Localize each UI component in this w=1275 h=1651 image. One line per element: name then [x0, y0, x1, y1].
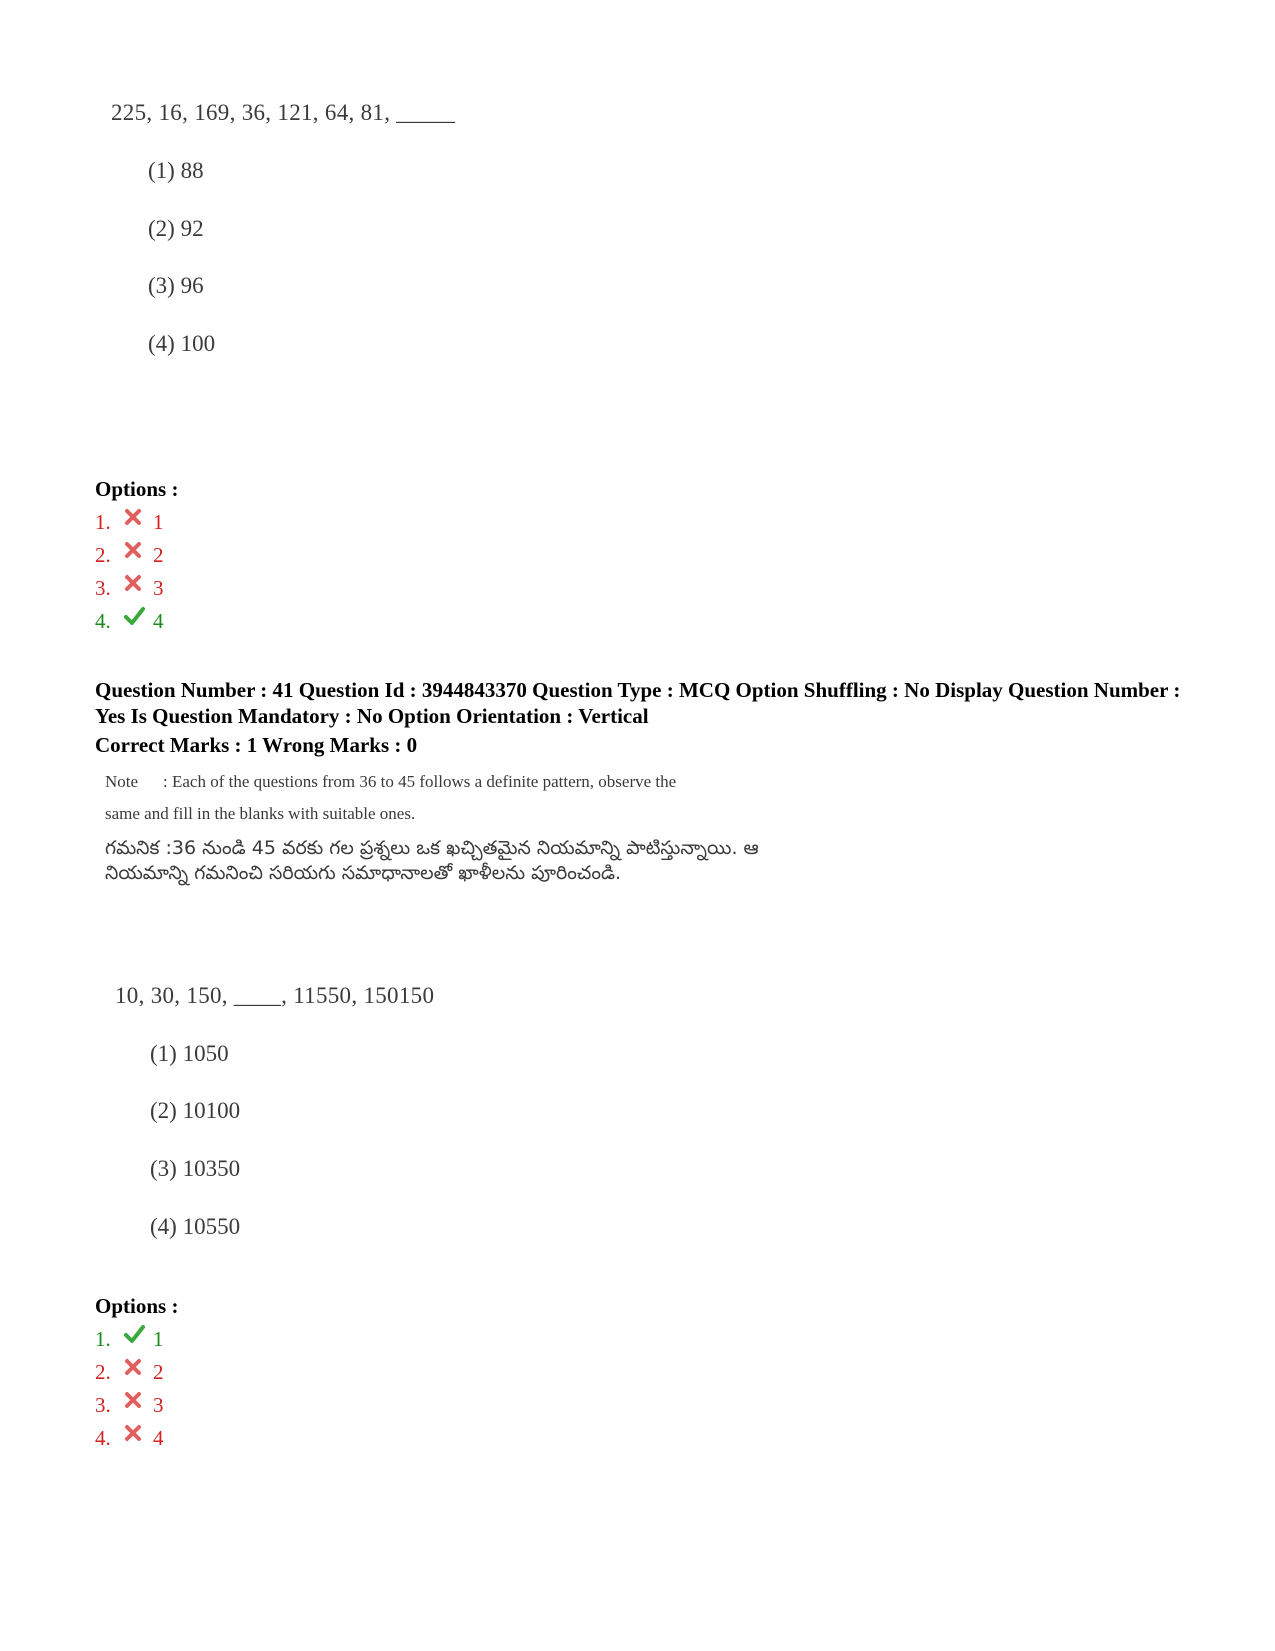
question-41-option-4	[95, 1426, 164, 1451]
question-41-option-2	[95, 1360, 164, 1385]
option-value: 1	[153, 1327, 164, 1351]
option-number: 4.	[95, 1426, 111, 1450]
option-value: 4	[153, 1426, 164, 1450]
question-40-option-2	[95, 543, 164, 568]
question-41-choice-3: (3) 10350	[150, 1156, 241, 1181]
note-line-2: same and fill in the blanks with suitable ones.	[105, 804, 416, 823]
cross-icon	[123, 540, 147, 560]
option-number: 2.	[95, 543, 111, 567]
question-41-choice-4: (4) 10550	[150, 1214, 241, 1239]
option-value: 2	[153, 543, 164, 567]
cross-icon	[123, 573, 147, 593]
note-label: Note	[105, 772, 139, 791]
option-value: 3	[153, 1393, 164, 1417]
option-number: 4.	[95, 609, 111, 633]
question-40-choice-3: (3) 96	[148, 273, 204, 298]
question-40-choice-4: (4) 100	[148, 331, 216, 356]
question-41-option-1	[95, 1327, 164, 1352]
cross-icon	[123, 1390, 147, 1410]
check-icon	[123, 1324, 147, 1344]
question-41-choice-2: (2) 10100	[150, 1098, 241, 1123]
option-value: 4	[153, 609, 164, 633]
question-41-option-3	[95, 1393, 164, 1418]
question-40-options-title: Options :	[95, 477, 179, 501]
question-40-option-4	[95, 609, 164, 634]
option-number: 1.	[95, 510, 111, 534]
question-41-options-title: Options :	[95, 1294, 179, 1318]
question-40-sequence: 225, 16, 169, 36, 121, 64, 81, _____	[111, 100, 456, 125]
note-line-1: : Each of the questions from 36 to 45 follows a definite pattern, observe the	[163, 772, 677, 791]
option-number: 3.	[95, 1393, 111, 1417]
question-40-option-3	[95, 576, 164, 601]
question-41-marks: Correct Marks : 1 Wrong Marks : 0	[95, 733, 418, 757]
check-icon	[123, 606, 147, 626]
cross-icon	[123, 1357, 147, 1377]
option-number: 3.	[95, 576, 111, 600]
question-40-choice-1: (1) 88	[148, 158, 204, 183]
option-value: 2	[153, 1360, 164, 1384]
question-41-sequence: 10, 30, 150, ____, 11550, 150150	[115, 983, 435, 1008]
option-number: 1.	[95, 1327, 111, 1351]
question-41-meta: Question Number : 41 Question Id : 3944843370 Question Type : MCQ Option Shuffling : No Display Question Number : Yes Is Question Mandatory : No Option Orientation : Vertical	[95, 678, 1181, 728]
cross-icon	[123, 1423, 147, 1443]
question-40-option-1	[95, 510, 164, 535]
option-number: 2.	[95, 1360, 111, 1384]
cross-icon	[123, 507, 147, 527]
option-value: 3	[153, 576, 164, 600]
note-telugu: గమనిక :36 నుండి 45 వరకు గల ప్రశ్నలు ఒక ఖచ్చితమైన నియమాన్ని పాటిస్తున్నాయి. ఆ నియమాన్ని గమనించి సరియగు సమాధానాలతో ఖాళీలను పూరించండి.	[105, 837, 759, 884]
question-40-choice-2: (2) 92	[148, 216, 204, 241]
option-value: 1	[153, 510, 164, 534]
question-41-choice-1: (1) 1050	[150, 1041, 229, 1066]
